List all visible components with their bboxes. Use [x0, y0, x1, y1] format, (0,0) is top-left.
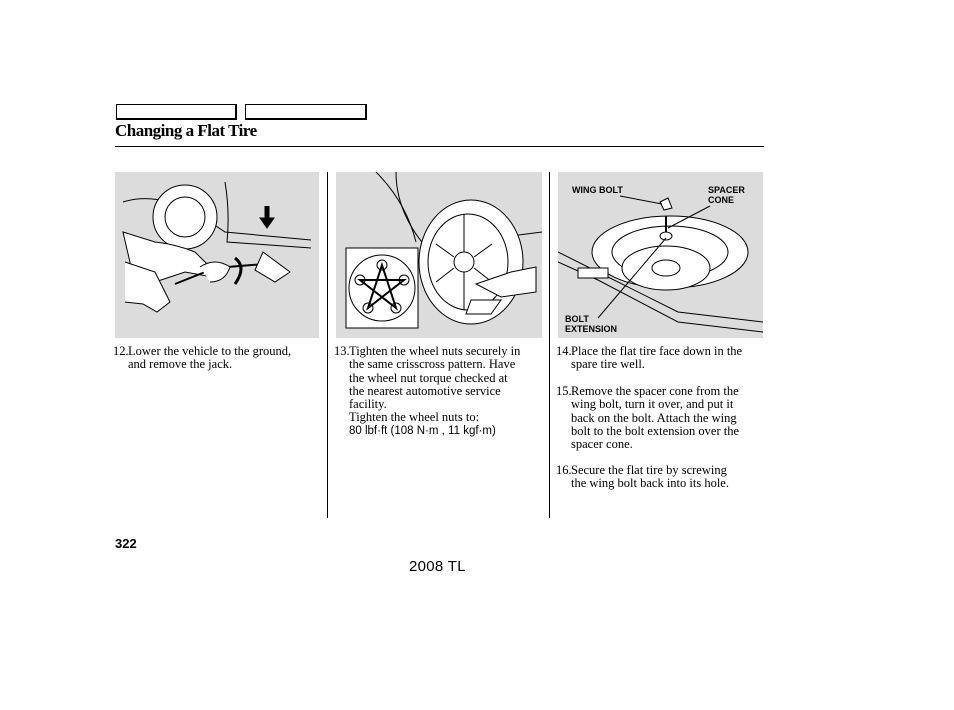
spacer-cone-label: SPACER CONE: [708, 185, 745, 205]
lower-vehicle-illustration: [115, 172, 319, 338]
step-16: [556, 464, 768, 491]
step-line: Remove the spacer cone from the: [571, 384, 739, 398]
step-number: 12.: [113, 344, 129, 358]
torque-spec: 80 lbf·ft (108 N·m , 11 kgf·m): [349, 424, 496, 437]
step-line: Tighten the wheel nuts securely in: [349, 344, 521, 358]
step-line: the wheel nut torque checked at: [349, 370, 508, 385]
step-line: the wing bolt back into its hole.: [571, 476, 729, 491]
step-line: Secure the flat tire by screwing: [571, 463, 727, 477]
nav-tab-2[interactable]: [245, 104, 367, 120]
step-number: 14.: [556, 344, 572, 358]
title-rule: [115, 146, 764, 147]
step-14: [556, 345, 768, 372]
bolt-extension-label: BOLT EXTENSION: [565, 314, 618, 334]
step-line: back on the bolt. Attach the wing: [571, 410, 737, 425]
spare-tire-well-illustration: [558, 172, 763, 338]
column-divider-1: [327, 172, 328, 518]
step-number: 15.: [556, 384, 572, 398]
step-line: wing bolt, turn it over, and put it: [571, 397, 734, 412]
step-line: Place the flat tire face down in the: [571, 344, 743, 358]
step-line: and remove the jack.: [128, 357, 233, 372]
step-number: 13.: [334, 344, 350, 358]
step-line: the same crisscross pattern. Have: [349, 357, 516, 372]
step-line: bolt to the bolt extension over the: [571, 423, 740, 438]
page-title: Changing a Flat Tire: [115, 121, 257, 140]
step-15: [556, 385, 768, 451]
step-number: 16.: [556, 463, 572, 477]
step-line: the nearest automotive service: [349, 383, 501, 398]
tighten-wheel-nuts-illustration: [336, 172, 542, 338]
step-line: spare tire well.: [571, 357, 645, 372]
model-footer: 2008 TL: [409, 558, 466, 575]
step-line: Tighten the wheel nuts to:: [349, 410, 480, 425]
step-line: spacer cone.: [571, 437, 633, 452]
wing-bolt-label: WING BOLT: [572, 185, 623, 195]
step-line: facility.: [349, 397, 387, 412]
page-number: 322: [115, 536, 137, 551]
step-13: [334, 345, 546, 438]
nav-tab-1[interactable]: [116, 104, 237, 120]
column-divider-2: [549, 172, 550, 518]
step-line: Lower the vehicle to the ground,: [128, 344, 292, 358]
step-12: [113, 345, 323, 372]
